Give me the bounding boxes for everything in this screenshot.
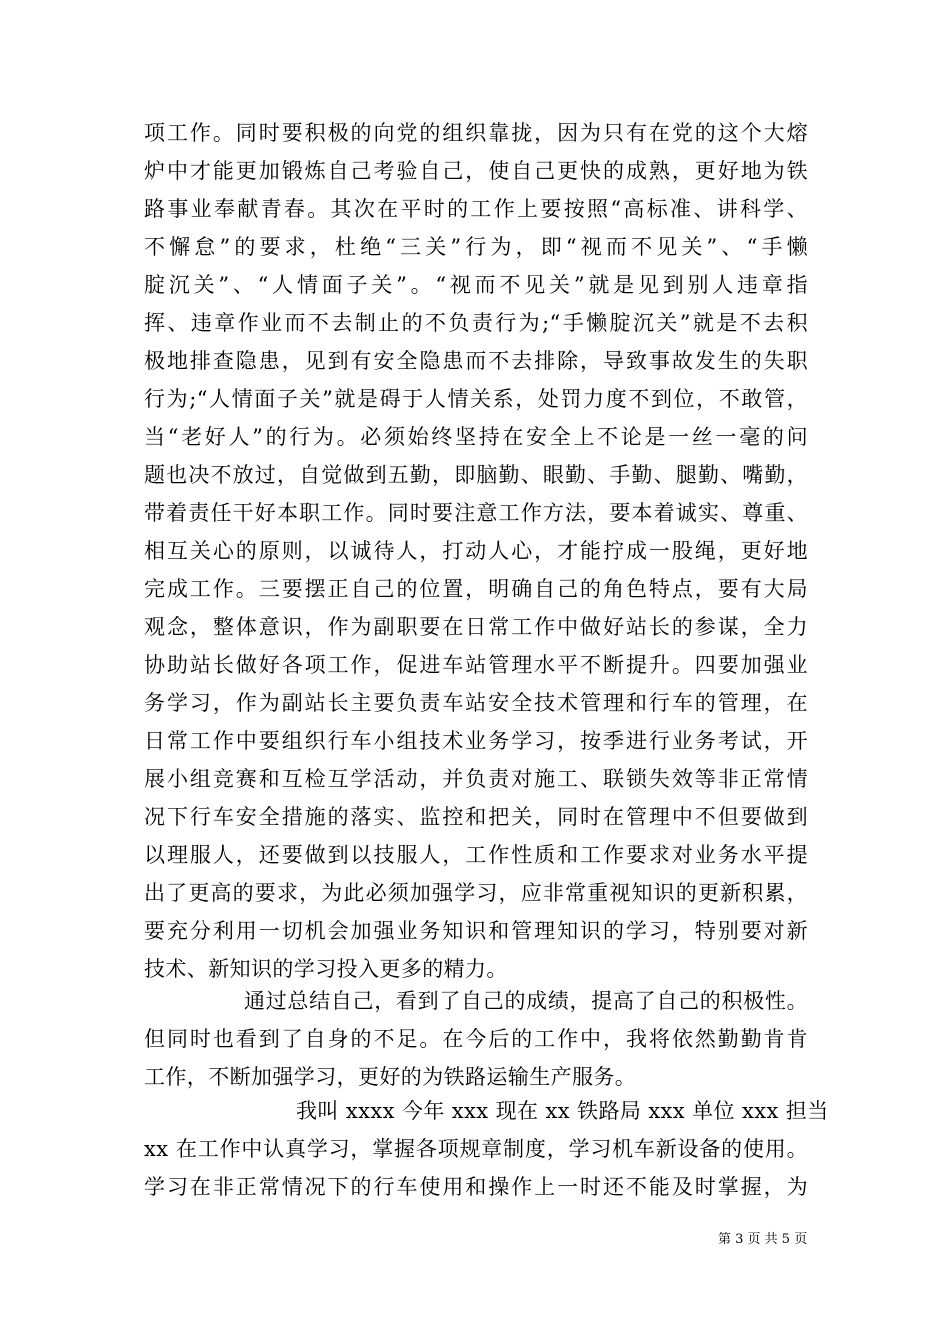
- text-line: 题也决不放过，自觉做到五勤，即脑勤、眼勤、手勤、腿勤、嘴勤，: [144, 463, 808, 487]
- page-number: 第 3 页 共 5 页: [718, 1232, 808, 1247]
- paragraph-3: [144, 1092, 829, 1206]
- text-line: 完成工作。三要摆正自己的位置，明确自己的角色特点，要有大局: [144, 577, 808, 601]
- text-line: 腚沉关”、“人情面子关”。“视而不见关”就是见到别人违章指: [144, 273, 808, 297]
- text-line: 不懈怠”的要求，杜绝“三关”行为，即“视而不见关”、“手懒: [144, 235, 808, 259]
- text-line: 协助站长做好各项工作，促进车站管理水平不断提升。四要加强业: [144, 653, 808, 677]
- text-line: 相互关心的原则，以诚待人，打动人心，才能拧成一股绳，更好地: [144, 539, 808, 563]
- text-line: 当“老好人”的行为。必须始终坚持在安全上不论是一丝一毫的问: [144, 425, 808, 449]
- text-line: 工作，不断加强学习，更好的为铁路运输生产服务。: [144, 1065, 637, 1089]
- text-line: 项工作。同时要积极的向党的组织靠拢，因为只有在党的这个大熔: [144, 121, 808, 145]
- text-line: 要充分利用一切机会加强业务知识和管理知识的学习，特别要对新: [144, 919, 808, 943]
- text-line: 炉中才能更加锻炼自己考验自己，使自己更快的成熟，更好地为铁: [144, 159, 808, 183]
- text-line: 况下行车安全措施的落实、监控和把关，同时在管理中不但要做到: [144, 805, 808, 829]
- text-line: 出了更高的要求，为此必须加强学习，应非常重视知识的更新积累，: [144, 881, 808, 905]
- text-line: 技术、新知识的学习投入更多的精力。: [144, 957, 508, 981]
- paragraph-1: [144, 114, 808, 988]
- text-line: 务学习，作为副站长主要负责车站安全技术管理和行车的管理，在: [144, 691, 808, 715]
- text-line: 通过总结自己，看到了自己的成绩，提高了自己的积极性。: [244, 989, 808, 1013]
- text-line: 带着责任干好本职工作。同时要注意工作方法，要本着诚实、尊重、: [144, 501, 808, 525]
- text-line: 我叫 xxxx 今年 xxx 现在 xx 铁路局 xxx 单位 xxx 担当: [296, 1099, 829, 1123]
- text-line: xx 在工作中认真学习，掌握各项规章制度，学习机车新设备的使用。: [144, 1137, 808, 1161]
- text-line: 路事业奉献青春。其次在平时的工作上要按照“高标准、讲科学、: [144, 197, 808, 221]
- text-line: 行为;“人情面子关”就是碍于人情关系，处罚力度不到位，不敢管，: [144, 387, 808, 411]
- text-line: 以理服人，还要做到以技服人，工作性质和工作要求对业务水平提: [144, 843, 808, 867]
- text-line: 挥、违章作业而不去制止的不负责行为;“手懒腚沉关”就是不去积: [144, 311, 808, 335]
- text-line: 日常工作中要组织行车小组技术业务学习，按季进行业务考试，开: [144, 729, 808, 753]
- text-line: 学习在非正常情况下的行车使用和操作上一时还不能及时掌握，为: [144, 1175, 808, 1199]
- text-line: 但同时也看到了自身的不足。在今后的工作中，我将依然勤勤肯肯: [144, 1027, 808, 1051]
- text-line: 观念，整体意识，作为副职要在日常工作中做好站长的参谋，全力: [144, 615, 808, 639]
- paragraph-2: [144, 982, 808, 1096]
- text-line: 展小组竞赛和互检互学活动，并负责对施工、联锁失效等非正常情: [144, 767, 808, 791]
- text-line: 极地排查隐患，见到有安全隐患而不去排除，导致事故发生的失职: [144, 349, 808, 373]
